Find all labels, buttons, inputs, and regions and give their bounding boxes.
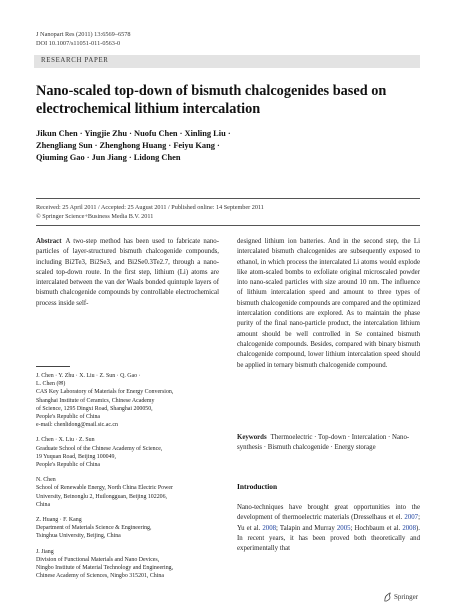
author-line: Zhengliang Sun · Zhenghong Huang · Feiyu Kang · (36, 141, 220, 150)
citation-link[interactable]: 2008 (262, 524, 277, 532)
affiliation-line: Department of Materials Science & Engineering, (36, 525, 152, 532)
paper-title: Nano-scaled top-down of bismuth chalcogenides based on electrochemical lithium intercalation (36, 83, 387, 117)
author-line: Qiuming Gao · Jun Jiang · Lidong Chen (36, 153, 181, 162)
publication-dates (36, 203, 264, 221)
springer-label: Springer (394, 593, 419, 601)
abstract-left (36, 237, 219, 309)
affiliation-line: J. Jiang (36, 548, 54, 555)
dates-line: Received: 25 April 2011 / Accepted: 25 August 2011 / Published online: 14 September 2011 (36, 204, 264, 211)
affiliation-block (36, 436, 219, 469)
affiliation-block (36, 516, 219, 541)
intro-paragraph (237, 503, 420, 554)
keywords (237, 433, 420, 454)
affiliation-line: Division of Functional Materials and Nano Devices, (36, 556, 160, 563)
citation-link[interactable]: 2005 (336, 524, 351, 532)
affiliations (36, 372, 219, 587)
affiliation-line: Tsinghua University, Beijing, China (36, 533, 121, 540)
intro-text: ; Yu et al. (237, 514, 420, 532)
section-heading: Introduction (237, 482, 278, 491)
footnote-rule (36, 366, 70, 367)
article-type-banner (34, 55, 420, 68)
intro-text: Nano-techniques have brought great opportunities into the development of thermoelectric materials (Dresselhaus et el. (237, 504, 420, 522)
citation-link[interactable]: 2008 (402, 524, 416, 532)
affiliation-line: CAS Key Laboratory of Materials for Energy Conversion, (36, 389, 174, 396)
affiliation-line: China (36, 501, 51, 508)
affiliation-block (36, 476, 219, 509)
affiliation-line: of Science, 1295 Dingxi Road, Shanghai 200050, (36, 405, 153, 412)
affiliation-line: J. Chen · Y. Zhu · X. Liu · Z. Sun · Q. Gao · (36, 373, 141, 379)
affiliation-line: People's Republic of China (36, 462, 101, 469)
journal-header (36, 31, 131, 48)
journal-doi: DOI 10.1007/s11051-011-0563-0 (36, 39, 121, 47)
email-link[interactable]: e-mail: chenlidong@mail.sic.ac.cn (36, 422, 118, 429)
affiliation-line: Shanghai Institute of Ceramics, Chinese Academy (36, 397, 155, 404)
affiliation-line: Ningbo Institute of Material Technology and Engineering, (36, 565, 174, 572)
affiliation-block (36, 372, 219, 429)
keywords-label: Keywords (237, 434, 267, 441)
citation-link[interactable]: 2007 (404, 514, 419, 522)
article-type-label: RESEARCH PAPER (41, 57, 109, 64)
intro-text: ; Hochbaum et al. (350, 524, 403, 532)
affiliation-line: L. Chen (✉) (36, 381, 66, 388)
copyright-line: © Springer Science+Business Media B.V. 2011 (36, 213, 154, 220)
springer-horse-icon (383, 592, 392, 602)
keywords-text: Thermoelectric · Top-down · Intercalation · Nano-synthesis · Bismuth chalcogenide · Energy storage (237, 434, 410, 452)
affiliation-line: 19 Yuquan Road, Beijing 100049, (36, 453, 116, 460)
author-line: Jikun Chen · Yingjie Zhu · Nuofu Chen · Xinling Liu · (36, 129, 231, 138)
abstract-right: designed lithium ion batteries. And in the second step, the Li intercalated bismuth chalcogenides are subsequently exposed to ethanol, in which process the intercalated Li atoms would explode like atom-scaled bombs to exfoliate original microscaled powder into nano-scaled particles with size around 10 nm. The influence of lithium intercalation speed and amount to three types of bismuth chalcogenide compounds are compared and the optimized intercalation conditions are explored. As to maintain the phase purity of the final nano-particle product, the intercalation lithium amount should be well controlled in Se contained bismuth chalcogenide compounds. Besides, compared with binary bismuth chalcogenide compound, lower lithium intercalation speed should be applied in ternary bismuth chalcogenide compound. (237, 238, 420, 369)
journal-citation: J Nanopart Res (2011) 13:6569–6578 (36, 31, 131, 38)
affiliation-line: School of Renewable Energy, North China Electric Power (36, 485, 173, 492)
intro-text: ; Talapin and Murray (276, 524, 337, 532)
affiliation-line: University, Beinonglu 2, Huilongguan, Beijing 102206, (36, 493, 168, 500)
affiliation-line: Z. Huang · F. Kang (36, 517, 82, 524)
affiliation-line: People's Republic of China (36, 414, 101, 421)
affiliation-line: J. Chen · X. Liu · Z. Sun (36, 437, 95, 444)
abstract-text: A two-step method has been used to fabricate nano-particles of layer-structured bismuth chalcogenide compounds, including Bi2Te3, Bi2Se3, and Bi2Se0.3Te2.7, through a nano-scaled top-down route. In the first step, lithium (Li) atoms are intercalated between the van der Waals bonded quintuple layers of bismuth chalcogenide compounds by controllable electrochemical process inside self- (36, 238, 219, 307)
affiliation-line: Graduate School of the Chinese Academy of Science, (36, 445, 163, 452)
affiliation-line: Chinese Academy of Sciences, Ningbo 315201, China (36, 573, 164, 580)
affiliation-line: N. Chen (36, 477, 56, 484)
publisher-logo (383, 592, 418, 602)
author-list (36, 128, 396, 164)
intro-text: ). In recent years, it has been proved both theoretically and experimentally that (237, 524, 420, 553)
divider (36, 198, 420, 199)
affiliation-block (36, 548, 219, 581)
abstract-label: Abstract (36, 238, 62, 245)
divider (36, 225, 420, 226)
